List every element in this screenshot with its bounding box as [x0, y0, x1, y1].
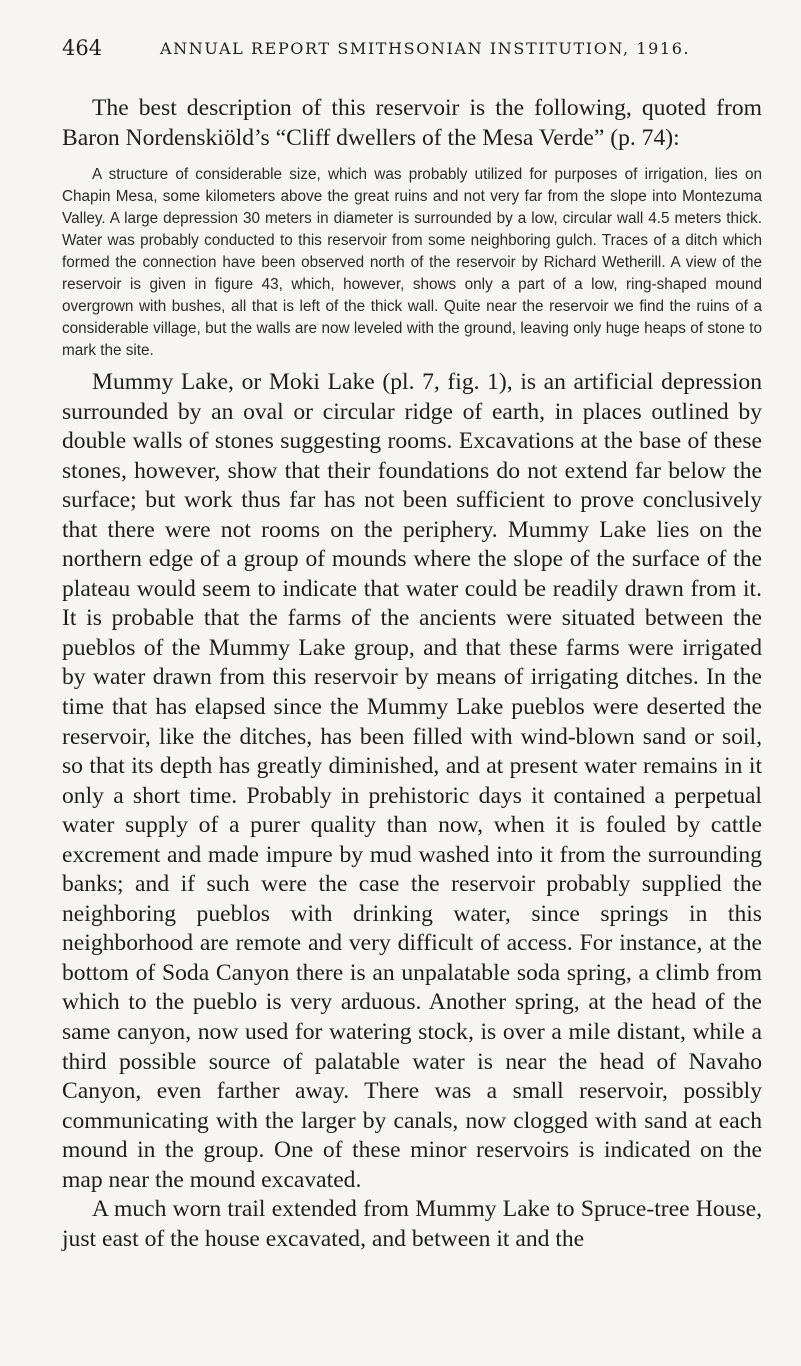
running-header — [62, 36, 762, 66]
mummy-lake-paragraph: Mummy Lake, or Moki Lake (pl. 7, fig. 1), is an artificial depression surrounded by an oval or circular ridge of earth, in places outlined by double walls of stones suggesting rooms. Excavations at the base of these stones, however, show that their foundations do not extend far below the surface; but work thus far has not been sufficient to prove conclusively that there were not rooms on the periphery. Mummy Lake lies on the northern edge of a group of mounds where the slope of the surface of the plateau would seem to indicate that water could be readily drawn from it. It is probable that the farms of the ancients were situated between the pueblos of the Mummy Lake group, and that these farms were irrigated by water drawn from this reservoir by means of irrigating ditches. In the time that has elapsed since the Mummy Lake pueblos were deserted the reservoir, like the ditches, has been filled with wind-blown sand or soil, so that its depth has greatly diminished, and at present water remains in it only a short time. Probably in prehistoric days it contained a perpetual water supply of a purer quality than now, when it is fouled by cattle excrement and made impure by mud washed into it from the surrounding banks; and if such were the case the reservoir probably supplied the neighboring pueblos with drinking water, since springs in this neighborhood are remote and very difficult of access. For instance, at the bottom of Soda Canyon there is an unpalatable soda spring, a climb from which to the pueblo is very arduous. Another spring, at the head of the same canyon, now used for watering stock, is over a mile distant, while a third possible source of palatable water is near the head of Navaho Canyon, even farther away. There was a small reservoir, possibly communicating with the larger by canals, now clogged with sand at each mound in the group. One of these minor reservoirs is indicated on the map near the mound excavated. — [62, 369, 762, 1193]
book-page — [62, 36, 762, 1254]
trail-paragraph: A much worn trail extended from Mummy Lake to Spruce-tree House, just east of the house excavated, and between it and the — [62, 1196, 762, 1252]
intro-paragraph: The best description of this reservoir is the following, quoted from Baron Nordenskiöld’s “Cliff dwellers of the Mesa Verde” (p. 74): — [62, 95, 762, 151]
page-number: 464 — [62, 36, 103, 60]
running-title: ANNUAL REPORT SMITHSONIAN INSTITUTION, 1916. — [160, 39, 691, 58]
block-quote: A structure of considerable size, which was probably utilized for purposes of irrigation, lies on Chapin Mesa, some kilometers above the great ruins and not very far from the slope into Montezuma Valley. A large depression 30 meters in diameter is surrounded by a low, circular wall 4.5 meters thick. Water was probably conducted to this reservoir from some neighboring gulch. Traces of a ditch which formed the connection have been observed north of the reservoir by Richard Wetherill. A view of the reservoir is given in figure 43, which, however, shows only a part of a low, ring-shaped mound overgrown with bushes, all that is left of the thick wall. Quite near the reservoir we find the ruins of a considerable village, but the walls are now leveled with the ground, leaving only huge heaps of stone to mark the site. — [62, 166, 762, 359]
